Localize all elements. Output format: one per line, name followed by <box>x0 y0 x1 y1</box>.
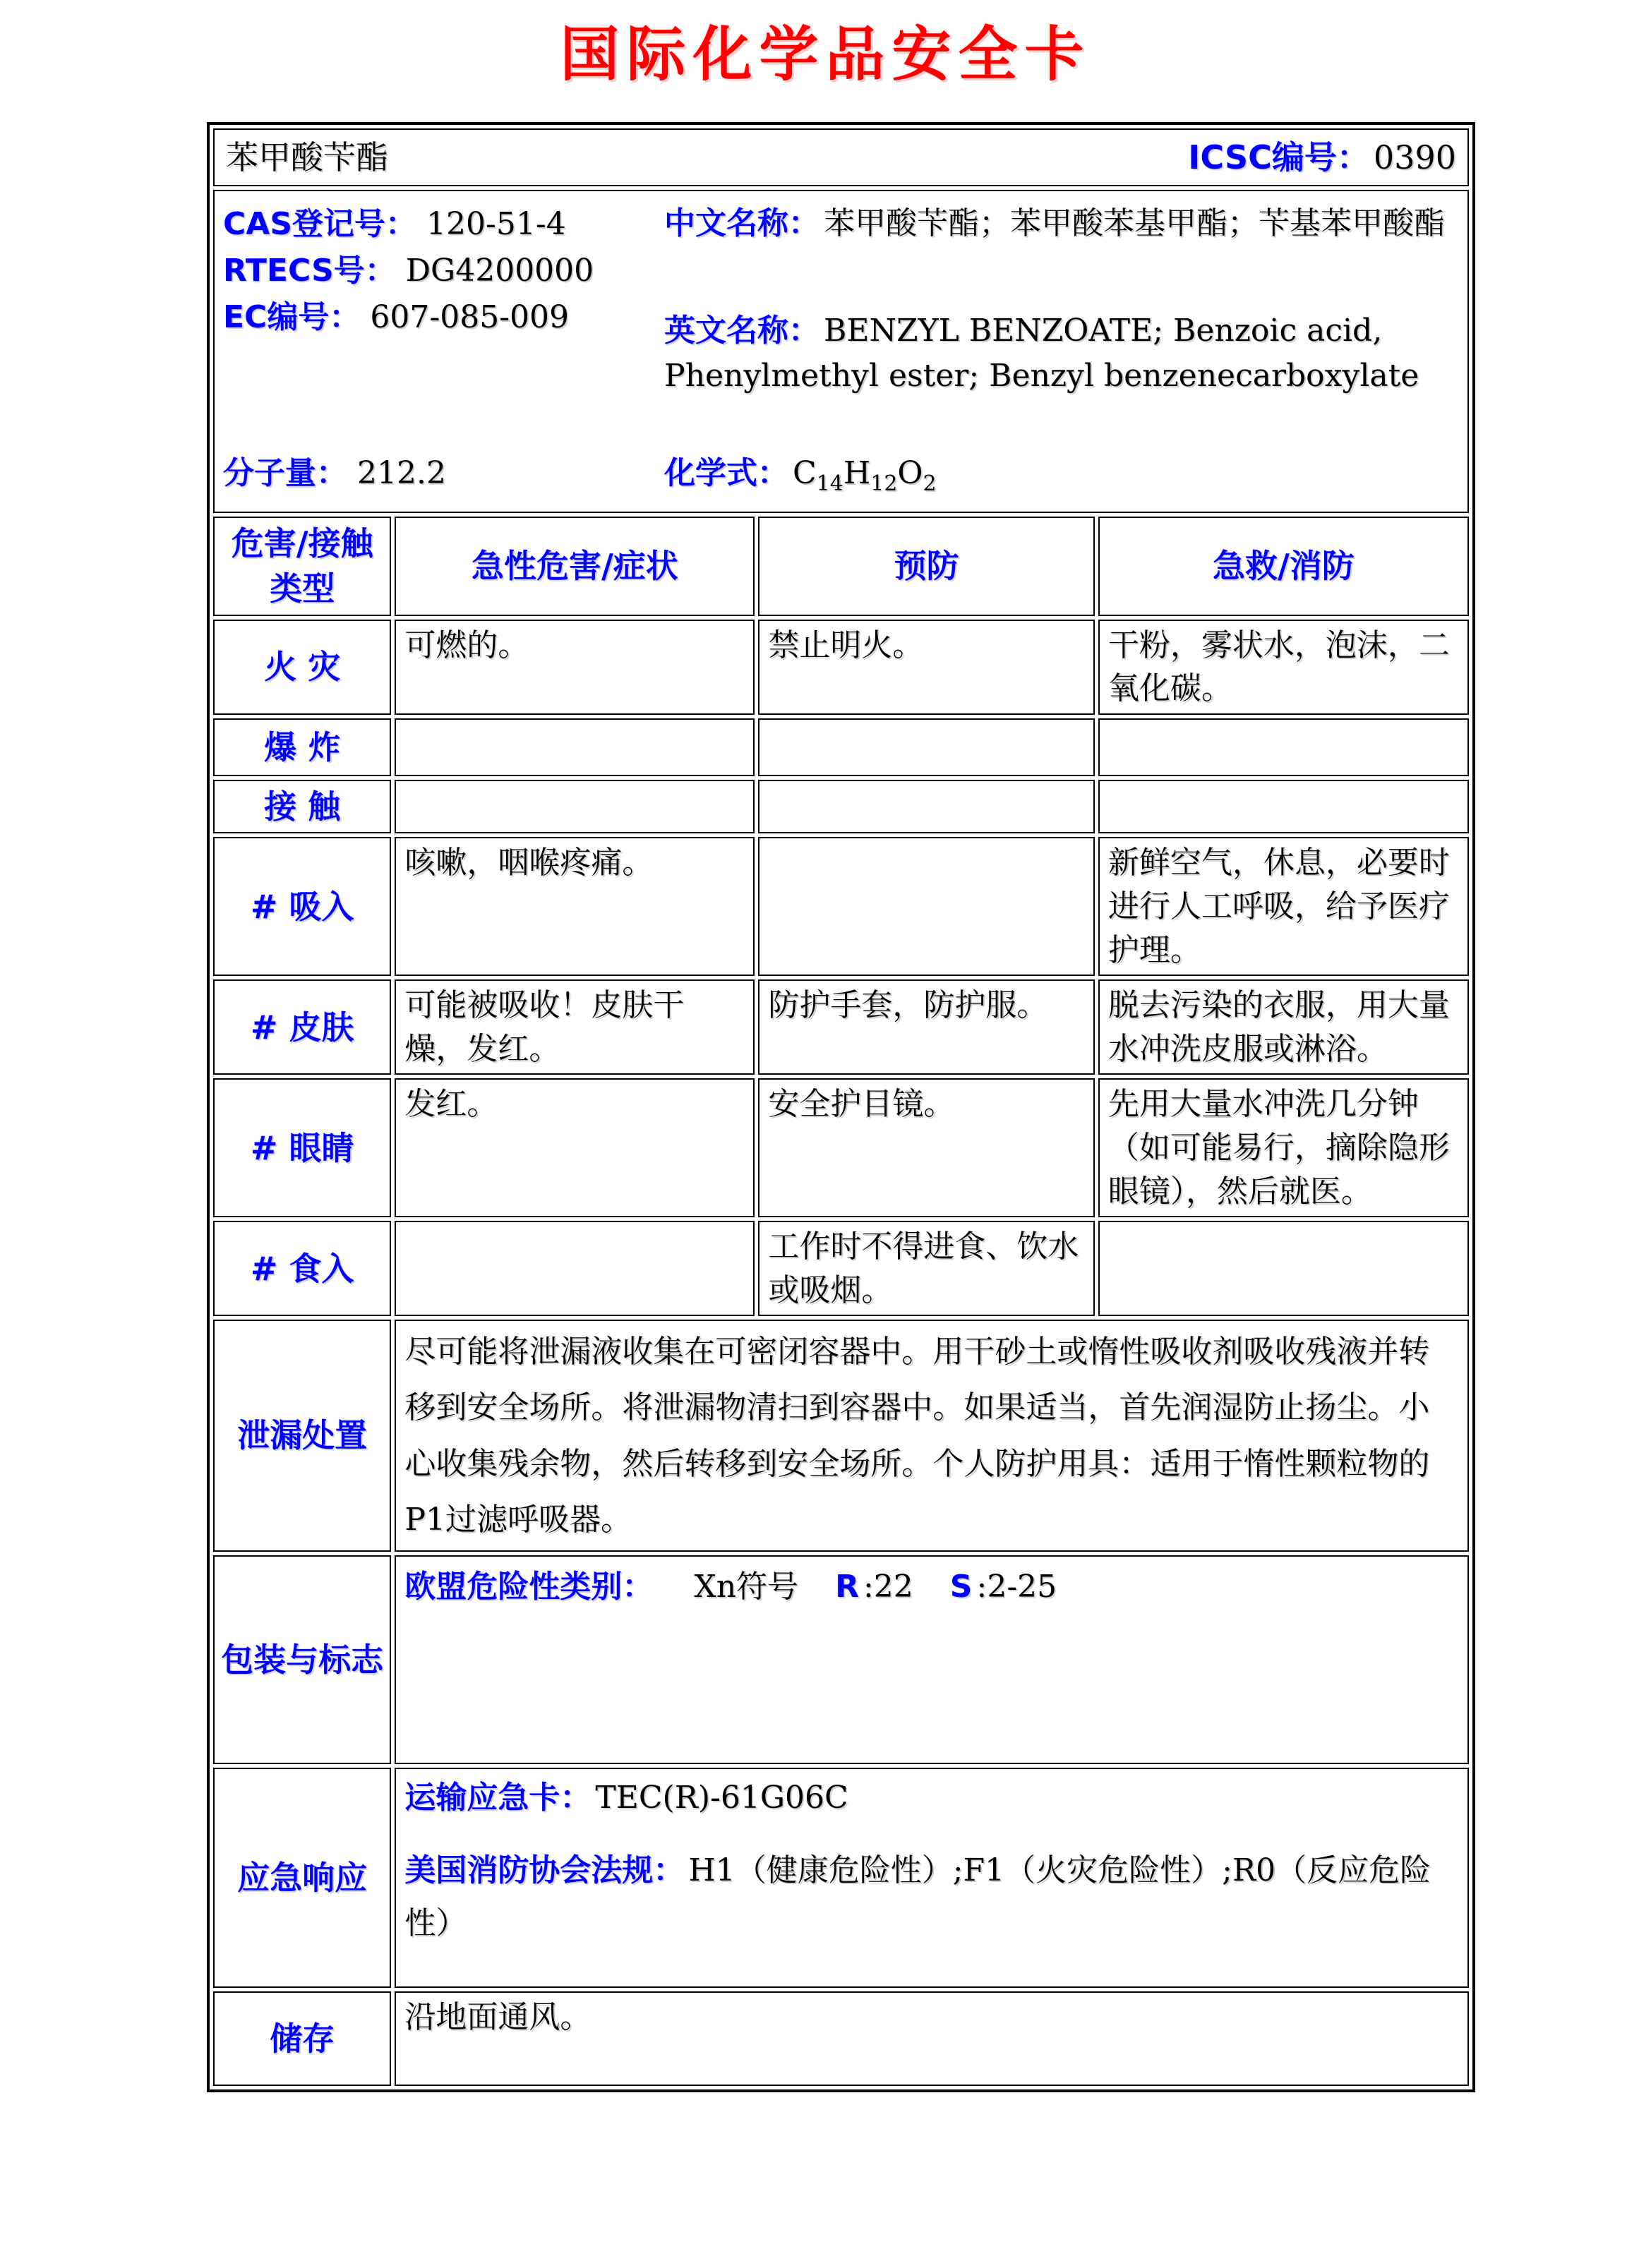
eu-class-label: 欧盟危险性类别： <box>404 1569 654 1605</box>
header-symptoms: 急性危害/症状 <box>395 517 755 616</box>
storage-content: 沿地面通风。 <box>395 1991 1469 2086</box>
table-row <box>213 1768 1469 1988</box>
ec-label: EC编号： <box>223 299 361 335</box>
identifiers-cell <box>213 190 1469 513</box>
chinese-name-label: 中文名称： <box>664 205 820 241</box>
table-row <box>213 780 1469 833</box>
fire-prevention: 禁止明火。 <box>758 620 1095 715</box>
r-phrase-label: R <box>835 1569 859 1605</box>
emergency-content <box>395 1768 1469 1988</box>
eyes-first-aid: 先用大量水冲洗几分钟（如可能易行，摘除隐形眼镜），然后就医。 <box>1098 1078 1469 1217</box>
row-label-contact: 接 触 <box>213 780 391 833</box>
skin-prevention: 防护手套，防护服。 <box>758 979 1095 1075</box>
inhalation-first-aid: 新鲜空气，休息，必要时进行人工呼吸，给予医疗护理。 <box>1098 837 1469 976</box>
molecular-weight-value: 212.2 <box>357 455 446 492</box>
english-names: BENZYL BENZOATE; Benzoic acid, Phenylmethyl ester; Benzyl benzenecarboxylate <box>664 312 1419 394</box>
eyes-prevention: 安全护目镜。 <box>758 1078 1095 1217</box>
ec-value: 607-085-009 <box>370 299 570 335</box>
packaging-content <box>395 1555 1469 1764</box>
name-row-cell <box>213 128 1469 186</box>
row-label-storage: 储存 <box>213 1991 391 2086</box>
nfpa-label: 美国消防协会法规： <box>404 1852 685 1888</box>
formula-h-sub: 12 <box>870 471 898 496</box>
icsc-table <box>207 122 1475 2092</box>
formula-h: H <box>843 455 871 492</box>
cas-value: 120-51-4 <box>426 206 566 242</box>
table-row <box>213 1221 1469 1316</box>
transport-card-label: 运输应急卡： <box>404 1780 592 1816</box>
page-title: 国际化学品安全卡 <box>560 20 1091 89</box>
r-phrase-value: :22 <box>863 1569 913 1605</box>
chemical-name: 苯甲酸苄酯 <box>226 138 388 176</box>
row-label-emergency: 应急响应 <box>213 1768 391 1988</box>
molecular-weight-label: 分子量： <box>223 455 347 492</box>
header-hazard-type: 危害/接触 类型 <box>213 517 391 616</box>
explosion-first-aid <box>1098 718 1469 776</box>
transport-card-value: TEC(R)-61G06C <box>595 1780 848 1816</box>
table-row <box>213 1320 1469 1552</box>
eu-symbol: Xn符号 <box>694 1569 799 1605</box>
row-label-skin: # 皮肤 <box>213 979 391 1075</box>
icsc-number-label: ICSC编号： <box>1188 138 1369 176</box>
fire-first-aid: 干粉，雾状水，泡沫，二氧化碳。 <box>1098 620 1469 715</box>
formula-c: C <box>793 455 817 492</box>
formula-row <box>223 452 1459 509</box>
inhalation-symptoms: 咳嗽，咽喉疼痛。 <box>395 837 755 976</box>
explosion-prevention <box>758 718 1095 776</box>
rtecs-value: DG4200000 <box>405 253 594 289</box>
ingestion-symptoms <box>395 1221 755 1316</box>
contact-first-aid <box>1098 780 1469 833</box>
row-label-inhalation: # 吸入 <box>213 837 391 976</box>
english-name-label: 英文名称： <box>664 312 820 349</box>
spill-content: 尽可能将泄漏液收集在可密闭容器中。用干砂土或惰性吸收剂吸收残液并转移到安全场所。将泄漏物清扫到容器中。如果适当，首先润湿防止扬尘。小心收集残余物，然后转移到安全场所。个人防护用具：适用于惰性颗粒物的P1过滤呼吸器。 <box>395 1320 1469 1552</box>
fire-symptoms: 可燃的。 <box>395 620 755 715</box>
formula-o: O <box>897 455 923 492</box>
row-label-eyes: # 眼睛 <box>213 1078 391 1217</box>
table-row <box>213 837 1469 976</box>
row-label-packaging: 包装与标志 <box>213 1555 391 1764</box>
table-row <box>213 1078 1469 1217</box>
table-row <box>213 620 1469 715</box>
chinese-names: 苯甲酸苄酯；苯甲酸苯基甲酯；苄基苯甲酸酯 <box>824 205 1445 241</box>
header-first-aid: 急救/消防 <box>1098 517 1469 616</box>
chemical-names <box>664 201 1459 398</box>
header-prevention: 预防 <box>758 517 1095 616</box>
contact-symptoms <box>395 780 755 833</box>
rtecs-label: RTECS号： <box>223 253 396 289</box>
registry-numbers <box>223 201 664 398</box>
explosion-symptoms <box>395 718 755 776</box>
ingestion-first-aid <box>1098 1221 1469 1316</box>
contact-prevention <box>758 780 1095 833</box>
icsc-number-group <box>1188 135 1456 180</box>
row-label-ingestion: # 食入 <box>213 1221 391 1316</box>
row-label-fire: 火 灾 <box>213 620 391 715</box>
skin-symptoms: 可能被吸收！皮肤干燥，发红。 <box>395 979 755 1075</box>
table-row <box>213 1555 1469 1764</box>
icsc-number: 0390 <box>1373 138 1456 176</box>
row-label-explosion: 爆 炸 <box>213 718 391 776</box>
s-phrase-value: :2-25 <box>976 1569 1057 1605</box>
table-row <box>213 979 1469 1075</box>
chemical-formula <box>664 452 937 499</box>
table-row <box>213 718 1469 776</box>
cas-label: CAS登记号： <box>223 206 417 242</box>
formula-c-sub: 14 <box>816 471 843 496</box>
s-phrase-label: S <box>949 1569 973 1605</box>
inhalation-prevention <box>758 837 1095 976</box>
row-label-spill: 泄漏处置 <box>213 1320 391 1552</box>
formula-o-sub: 2 <box>923 471 937 496</box>
skin-first-aid: 脱去污染的衣服，用大量水冲洗皮服或淋浴。 <box>1098 979 1469 1075</box>
eyes-symptoms: 发红。 <box>395 1078 755 1217</box>
icsc-card <box>207 122 1475 2092</box>
table-row <box>213 1991 1469 2086</box>
ingestion-prevention: 工作时不得进食、饮水或吸烟。 <box>758 1221 1095 1316</box>
formula-label: 化学式： <box>664 455 788 492</box>
nfpa-value: H1（健康危险性）;F1（火灾危险性）;R0（反应危险性） <box>404 1852 1431 1941</box>
